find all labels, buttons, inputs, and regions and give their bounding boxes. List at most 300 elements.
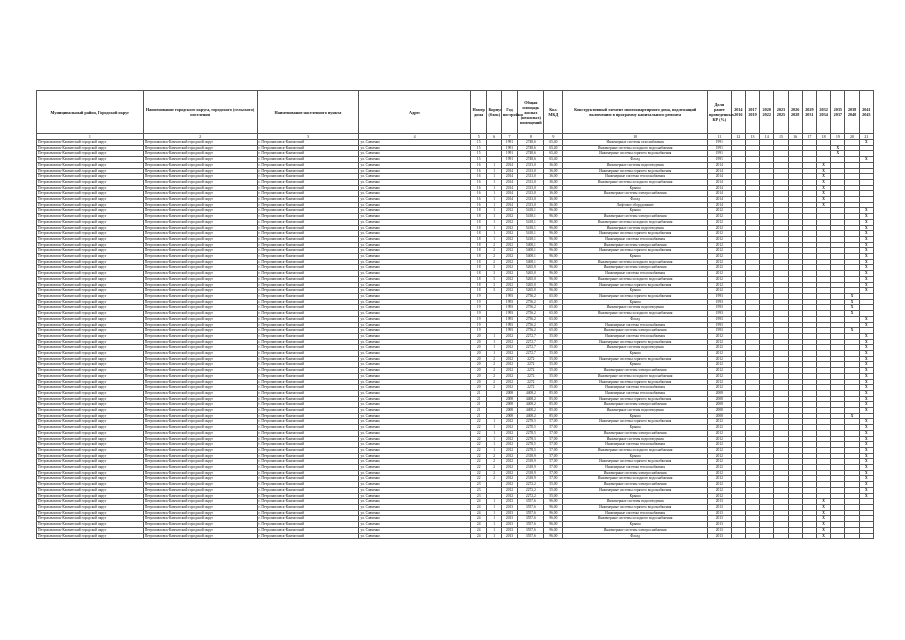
locality-cell: г. Петропавловск-Камчатский (257, 191, 359, 197)
house-number-cell: 18 (470, 254, 487, 260)
element-cell: Инженерные системы горячего водоснабжения (563, 151, 708, 157)
settlement-cell: Петропавловск-Камчатский городской округ (143, 476, 257, 482)
column-number: 18 (816, 134, 830, 140)
year-cell: 2012 (501, 373, 518, 379)
year-cell: 2012 (501, 459, 518, 465)
period-mark: X (859, 482, 873, 488)
period-mark: X (859, 419, 873, 425)
year-cell: 2012 (501, 419, 518, 425)
share-cell: 2008 (707, 402, 731, 408)
settlement-cell: Петропавловск-Камчатский городской округ (143, 453, 257, 459)
district-cell: Петропавловск-Камчатский городской округ (37, 333, 144, 339)
share-cell: 2008 (707, 396, 731, 402)
settlement-cell: Петропавловск-Камчатский городской округ (143, 413, 257, 419)
district-cell: Петропавловск-Камчатский городской округ (37, 162, 144, 168)
area-cell: 2748,6 (518, 140, 544, 146)
area-cell: 2272,7 (518, 339, 544, 345)
settlement-cell: Петропавловск-Камчатский городской округ (143, 482, 257, 488)
district-cell: Петропавловск-Камчатский городской округ (37, 242, 144, 248)
district-cell: Петропавловск-Камчатский городской округ (37, 430, 144, 436)
address-cell: ул. Савченко (359, 493, 470, 499)
district-cell: Петропавловск-Камчатский городской округ (37, 185, 144, 191)
address-cell: ул. Савченко (359, 191, 470, 197)
address-cell: ул. Савченко (359, 311, 470, 317)
year-cell: 2012 (501, 345, 518, 351)
element-cell: Инженерные системы водоотведения (563, 436, 708, 442)
house-number-cell: 16 (470, 191, 487, 197)
count-cell: 36,00 (544, 174, 563, 180)
count-cell: 57,00 (544, 419, 563, 425)
settlement-cell: Петропавловск-Камчатский городской округ (143, 219, 257, 225)
block-cell: 1 (487, 533, 501, 539)
column-number: 9 (544, 134, 563, 140)
locality-cell: г. Петропавловск-Камчатский (257, 368, 359, 374)
count-cell: 36,00 (544, 197, 563, 203)
locality-cell: г. Петропавловск-Камчатский (257, 442, 359, 448)
settlement-cell: Петропавловск-Камчатский городской округ (143, 202, 257, 208)
area-cell: 5408,1 (518, 248, 544, 254)
period-mark: X (816, 168, 830, 174)
address-cell: ул. Савченко (359, 225, 470, 231)
year-cell: 2014 (501, 174, 518, 180)
year-cell: 2012 (501, 487, 518, 493)
element-cell: Инженерные системы холодного водоснабжения (563, 145, 708, 151)
block-cell: 1 (487, 197, 501, 203)
locality-cell: г. Петропавловск-Камчатский (257, 322, 359, 328)
column-number: 7 (501, 134, 518, 140)
period-mark: X (816, 197, 830, 203)
locality-cell: г. Петропавловск-Камчатский (257, 254, 359, 260)
locality-cell: г. Петропавловск-Камчатский (257, 288, 359, 294)
year-cell: 2013 (501, 499, 518, 505)
year-cell: 2012 (501, 447, 518, 453)
column-number: 3 (257, 134, 359, 140)
locality-cell: г. Петропавловск-Камчатский (257, 510, 359, 516)
element-cell: Инженерные системы электроснабжения (563, 214, 708, 220)
locality-cell: г. Петропавловск-Камчатский (257, 276, 359, 282)
settlement-cell: Петропавловск-Камчатский городской округ (143, 333, 257, 339)
settlement-cell: Петропавловск-Камчатский городской округ (143, 214, 257, 220)
settlement-cell: Петропавловск-Камчатский городской округ (143, 299, 257, 305)
house-number-cell: 19 (470, 322, 487, 328)
share-cell: 2012 (707, 436, 731, 442)
period-mark: X (859, 351, 873, 357)
column-number: 15 (774, 134, 788, 140)
area-cell: 3557,6 (518, 499, 544, 505)
year-cell: 2012 (501, 368, 518, 374)
year-cell: 2012 (501, 470, 518, 476)
locality-cell: г. Петропавловск-Камчатский (257, 259, 359, 265)
district-cell: Петропавловск-Камчатский городской округ (37, 157, 144, 163)
district-cell: Петропавловск-Камчатский городской округ (37, 265, 144, 271)
address-cell: ул. Савченко (359, 373, 470, 379)
locality-cell: г. Петропавловск-Камчатский (257, 516, 359, 522)
share-cell: 2014 (707, 162, 731, 168)
district-cell: Петропавловск-Камчатский городской округ (37, 197, 144, 203)
element-cell: Инженерные системы теплоснабжения (563, 174, 708, 180)
period-mark: X (859, 368, 873, 374)
house-number-cell: 24 (470, 516, 487, 522)
block-cell: 1 (487, 208, 501, 214)
share-cell: 2014 (707, 197, 731, 203)
element-cell: Инженерные системы электроснабжения (563, 482, 708, 488)
house-number-cell: 21 (470, 390, 487, 396)
element-cell: Инженерные системы электроснабжения (563, 242, 708, 248)
element-cell: Фасад (563, 157, 708, 163)
share-cell: 2012 (707, 248, 731, 254)
area-cell: 2756,2 (518, 299, 544, 305)
column-header: Кол. МКД (544, 91, 563, 134)
house-number-cell: 20 (470, 333, 487, 339)
locality-cell: г. Петропавловск-Камчатский (257, 179, 359, 185)
count-cell: 85,00 (544, 402, 563, 408)
locality-cell: г. Петропавловск-Камчатский (257, 185, 359, 191)
area-cell: 3557,6 (518, 522, 544, 528)
element-cell: Инженерные системы горячего водоснабжения (563, 168, 708, 174)
house-number-cell: 16 (470, 174, 487, 180)
area-cell: 4408,2 (518, 396, 544, 402)
column-number: 17 (802, 134, 816, 140)
settlement-cell: Петропавловск-Камчатский городской округ (143, 447, 257, 453)
share-cell: 2013 (707, 505, 731, 511)
element-cell: Инженерные системы электроснабжения (563, 368, 708, 374)
count-cell: 85,00 (544, 413, 563, 419)
area-cell: 2272 (518, 362, 544, 368)
address-cell: ул. Савченко (359, 219, 470, 225)
address-cell: ул. Савченко (359, 259, 470, 265)
area-cell: 2756,2 (518, 311, 544, 317)
share-cell: 2012 (707, 419, 731, 425)
element-cell: Инженерные системы теплоснабжения (563, 442, 708, 448)
locality-cell: г. Петропавловск-Камчатский (257, 140, 359, 146)
area-cell: 5418,1 (518, 231, 544, 237)
column-number: 4 (359, 134, 470, 140)
area-cell: 2318,9 (518, 470, 544, 476)
period-mark: X (859, 385, 873, 391)
locality-cell: г. Петропавловск-Камчатский (257, 533, 359, 539)
area-cell: 2272,7 (518, 333, 544, 339)
locality-cell: г. Петропавловск-Камчатский (257, 402, 359, 408)
settlement-cell: Петропавловск-Камчатский городской округ (143, 430, 257, 436)
block-cell: 1 (487, 419, 501, 425)
count-cell: 55,00 (544, 379, 563, 385)
year-cell: 2012 (501, 425, 518, 431)
period-mark: X (859, 225, 873, 231)
address-cell: ул. Савченко (359, 242, 470, 248)
share-cell: 2012 (707, 282, 731, 288)
area-cell: 2272 (518, 356, 544, 362)
address-cell: ул. Савченко (359, 333, 470, 339)
table-body (37, 140, 874, 539)
period-mark: X (816, 185, 830, 191)
block-cell: 1 (487, 430, 501, 436)
settlement-cell: Петропавловск-Камчатский городской округ (143, 499, 257, 505)
address-cell: ул. Савченко (359, 151, 470, 157)
area-cell: 2756,2 (518, 322, 544, 328)
area-cell: 2756,2 (518, 293, 544, 299)
address-cell: ул. Савченко (359, 185, 470, 191)
address-cell: ул. Савченко (359, 197, 470, 203)
element-cell: Инженерные системы горячего водоснабжения (563, 379, 708, 385)
locality-cell: г. Петропавловск-Камчатский (257, 379, 359, 385)
house-number-cell: 21 (470, 413, 487, 419)
period-mark: X (859, 265, 873, 271)
house-number-cell: 18 (470, 214, 487, 220)
table-row (37, 533, 874, 539)
area-cell: 5265,0 (518, 276, 544, 282)
area-cell: 2318,9 (518, 453, 544, 459)
share-cell: 1993 (707, 293, 731, 299)
share-cell: 2012 (707, 271, 731, 277)
area-cell: 2313,0 (518, 162, 544, 168)
element-cell: Инженерные системы электроснабжения (563, 265, 708, 271)
year-cell: 1991 (501, 151, 518, 157)
locality-cell: г. Петропавловск-Камчатский (257, 362, 359, 368)
count-cell: 55,00 (544, 368, 563, 374)
share-cell: 2013 (707, 522, 731, 528)
settlement-cell: Петропавловск-Камчатский городской округ (143, 510, 257, 516)
settlement-cell: Петропавловск-Камчатский городской округ (143, 271, 257, 277)
block-cell: 1 (487, 505, 501, 511)
element-cell: Инженерные системы теплоснабжения (563, 385, 708, 391)
settlement-cell: Петропавловск-Камчатский городской округ (143, 162, 257, 168)
locality-cell: г. Петропавловск-Камчатский (257, 527, 359, 533)
period-mark: X (859, 487, 873, 493)
period-mark: X (859, 402, 873, 408)
count-cell: 96,00 (544, 242, 563, 248)
address-cell: ул. Савченко (359, 413, 470, 419)
period-mark: X (859, 339, 873, 345)
period-mark: X (859, 356, 873, 362)
area-cell: 2313,0 (518, 197, 544, 203)
block-cell: 2 (487, 362, 501, 368)
address-cell: ул. Савченко (359, 510, 470, 516)
locality-cell: г. Петропавловск-Камчатский (257, 390, 359, 396)
year-cell: 2008 (501, 413, 518, 419)
year-cell: 2012 (501, 248, 518, 254)
year-cell: 2012 (501, 465, 518, 471)
address-cell: ул. Савченко (359, 345, 470, 351)
element-cell: Инженерные системы водоотведения (563, 345, 708, 351)
area-cell: 2272 (518, 379, 544, 385)
element-cell: Инженерные системы горячего водоснабжения (563, 231, 708, 237)
period-mark: X (816, 499, 830, 505)
house-number-cell: 15 (470, 145, 487, 151)
count-cell: 96,00 (544, 271, 563, 277)
count-cell: 65,00 (544, 328, 563, 334)
district-cell: Петропавловск-Камчатский городской округ (37, 328, 144, 334)
column-header: 2029 2031 (802, 91, 816, 134)
element-cell: Инженерные системы холодного водоснабжения (563, 447, 708, 453)
column-number: 12 (731, 134, 745, 140)
share-cell: 1993 (707, 311, 731, 317)
house-number-cell: 24 (470, 499, 487, 505)
year-cell: 2008 (501, 390, 518, 396)
settlement-cell: Петропавловск-Камчатский городской округ (143, 351, 257, 357)
address-cell: ул. Савченко (359, 447, 470, 453)
element-cell: Инженерные системы горячего водоснабжения (563, 248, 708, 254)
address-cell: ул. Савченко (359, 351, 470, 357)
period-mark: X (859, 447, 873, 453)
share-cell: 1993 (707, 328, 731, 334)
year-cell: 1993 (501, 299, 518, 305)
share-cell: 2012 (707, 373, 731, 379)
year-cell: 2012 (501, 379, 518, 385)
count-cell: 65,40 (544, 140, 563, 146)
period-mark: X (816, 533, 830, 539)
settlement-cell: Петропавловск-Камчатский городской округ (143, 248, 257, 254)
house-number-cell: 19 (470, 305, 487, 311)
address-cell: ул. Савченко (359, 533, 470, 539)
period-mark: X (816, 505, 830, 511)
address-cell: ул. Савченко (359, 356, 470, 362)
share-cell: 1991 (707, 151, 731, 157)
period-mark: X (859, 219, 873, 225)
year-cell: 2012 (501, 436, 518, 442)
year-cell: 1991 (501, 140, 518, 146)
district-cell: Петропавловск-Камчатский городской округ (37, 299, 144, 305)
count-cell: 96,00 (544, 231, 563, 237)
element-cell: Крыша (563, 299, 708, 305)
year-cell: 2013 (501, 516, 518, 522)
district-cell: Петропавловск-Камчатский городской округ (37, 476, 144, 482)
column-header: Общая площадь жилых (нежилых) помещений (518, 91, 544, 134)
area-cell: 4408,2 (518, 402, 544, 408)
block-cell: 3 (487, 288, 501, 294)
element-cell: Инженерные системы электроснабжения (563, 430, 708, 436)
locality-cell: г. Петропавловск-Камчатский (257, 168, 359, 174)
element-cell: Инженерные системы горячего водоснабжения (563, 339, 708, 345)
district-cell: Петропавловск-Камчатский городской округ (37, 396, 144, 402)
year-cell: 2013 (501, 533, 518, 539)
settlement-cell: Петропавловск-Камчатский городской округ (143, 487, 257, 493)
locality-cell: г. Петропавловск-Камчатский (257, 436, 359, 442)
house-number-cell: 19 (470, 299, 487, 305)
locality-cell: г. Петропавловск-Камчатский (257, 162, 359, 168)
address-cell: ул. Савченко (359, 442, 470, 448)
column-header: Доля ранее проведенных КР (%) (707, 91, 731, 134)
period-mark: X (816, 162, 830, 168)
area-cell: 2272,2 (518, 482, 544, 488)
period-mark: X (859, 271, 873, 277)
year-cell: 2014 (501, 202, 518, 208)
share-cell: 2014 (707, 168, 731, 174)
district-cell: Петропавловск-Камчатский городской округ (37, 368, 144, 374)
count-cell: 57,00 (544, 470, 563, 476)
locality-cell: г. Петропавловск-Камчатский (257, 356, 359, 362)
house-number-cell: 20 (470, 351, 487, 357)
period-mark: X (831, 145, 845, 151)
house-number-cell: 18 (470, 219, 487, 225)
year-cell: 2012 (501, 493, 518, 499)
count-cell: 55,00 (544, 385, 563, 391)
year-cell: 2012 (501, 219, 518, 225)
year-cell: 2013 (501, 527, 518, 533)
period-mark: X (859, 254, 873, 260)
element-cell: Инженерные системы водоотведения (563, 499, 708, 505)
district-cell: Петропавловск-Камчатский городской округ (37, 453, 144, 459)
share-cell: 2012 (707, 442, 731, 448)
district-cell: Петропавловск-Камчатский городской округ (37, 151, 144, 157)
column-header: 2041 2043 (859, 91, 873, 134)
period-mark: X (845, 299, 859, 305)
column-header: Адрес (359, 91, 470, 134)
count-cell: 36,00 (544, 191, 563, 197)
block-cell: 1 (487, 225, 501, 231)
district-cell: Петропавловск-Камчатский городской округ (37, 419, 144, 425)
district-cell: Петропавловск-Камчатский городской округ (37, 236, 144, 242)
year-cell: 2013 (501, 505, 518, 511)
settlement-cell: Петропавловск-Камчатский городской округ (143, 145, 257, 151)
count-cell: 55,00 (544, 351, 563, 357)
house-number-cell: 18 (470, 248, 487, 254)
block-cell: 2 (487, 465, 501, 471)
column-number: 19 (831, 134, 845, 140)
element-cell: Инженерные системы горячего водоснабжения (563, 282, 708, 288)
district-cell: Петропавловск-Камчатский городской округ (37, 447, 144, 453)
element-cell: Крыша (563, 208, 708, 214)
element-cell: Инженерные системы теплоснабжения (563, 271, 708, 277)
block-cell: 1 (487, 179, 501, 185)
share-cell: 1993 (707, 316, 731, 322)
block-cell: 1 (487, 219, 501, 225)
period-mark: X (816, 202, 830, 208)
house-number-cell: 20 (470, 368, 487, 374)
district-cell: Петропавловск-Камчатский городской округ (37, 533, 144, 539)
address-cell: ул. Савченко (359, 362, 470, 368)
year-cell: 2014 (501, 168, 518, 174)
block-cell: 3 (487, 265, 501, 271)
house-number-cell: 18 (470, 242, 487, 248)
year-cell: 2012 (501, 231, 518, 237)
district-cell: Петропавловск-Камчатский городской округ (37, 436, 144, 442)
share-cell: 2012 (707, 368, 731, 374)
district-cell: Петропавловск-Камчатский городской округ (37, 356, 144, 362)
settlement-cell: Петропавловск-Камчатский городской округ (143, 208, 257, 214)
element-cell: Инженерные системы теплоснабжения (563, 322, 708, 328)
element-cell: Инженерные системы теплоснабжения (563, 236, 708, 242)
house-number-cell: 18 (470, 282, 487, 288)
house-number-cell: 18 (470, 208, 487, 214)
period-mark: X (859, 248, 873, 254)
count-cell: 96,00 (544, 208, 563, 214)
district-cell: Петропавловск-Камчатский городской округ (37, 305, 144, 311)
element-cell: Крыша (563, 493, 708, 499)
area-cell: 2278,5 (518, 442, 544, 448)
period-mark: X (845, 293, 859, 299)
year-cell: 2012 (501, 265, 518, 271)
house-number-cell: 18 (470, 271, 487, 277)
district-cell: Петропавловск-Камчатский городской округ (37, 345, 144, 351)
house-number-cell: 18 (470, 236, 487, 242)
address-cell: ул. Савченко (359, 254, 470, 260)
year-cell: 2012 (501, 276, 518, 282)
locality-cell: г. Петропавловск-Камчатский (257, 333, 359, 339)
house-number-cell: 15 (470, 151, 487, 157)
element-cell: Инженерные системы горячего водоснабжения (563, 505, 708, 511)
locality-cell: г. Петропавловск-Камчатский (257, 419, 359, 425)
district-cell: Петропавловск-Камчатский городской округ (37, 311, 144, 317)
area-cell: 5408,1 (518, 242, 544, 248)
district-cell: Петропавловск-Камчатский городской округ (37, 219, 144, 225)
year-cell: 2012 (501, 214, 518, 220)
locality-cell: г. Петропавловск-Камчатский (257, 225, 359, 231)
settlement-cell: Петропавловск-Камчатский городской округ (143, 356, 257, 362)
block-cell: 1 (487, 425, 501, 431)
element-cell: Крыша (563, 425, 708, 431)
share-cell: 2012 (707, 459, 731, 465)
count-cell: 65,00 (544, 316, 563, 322)
